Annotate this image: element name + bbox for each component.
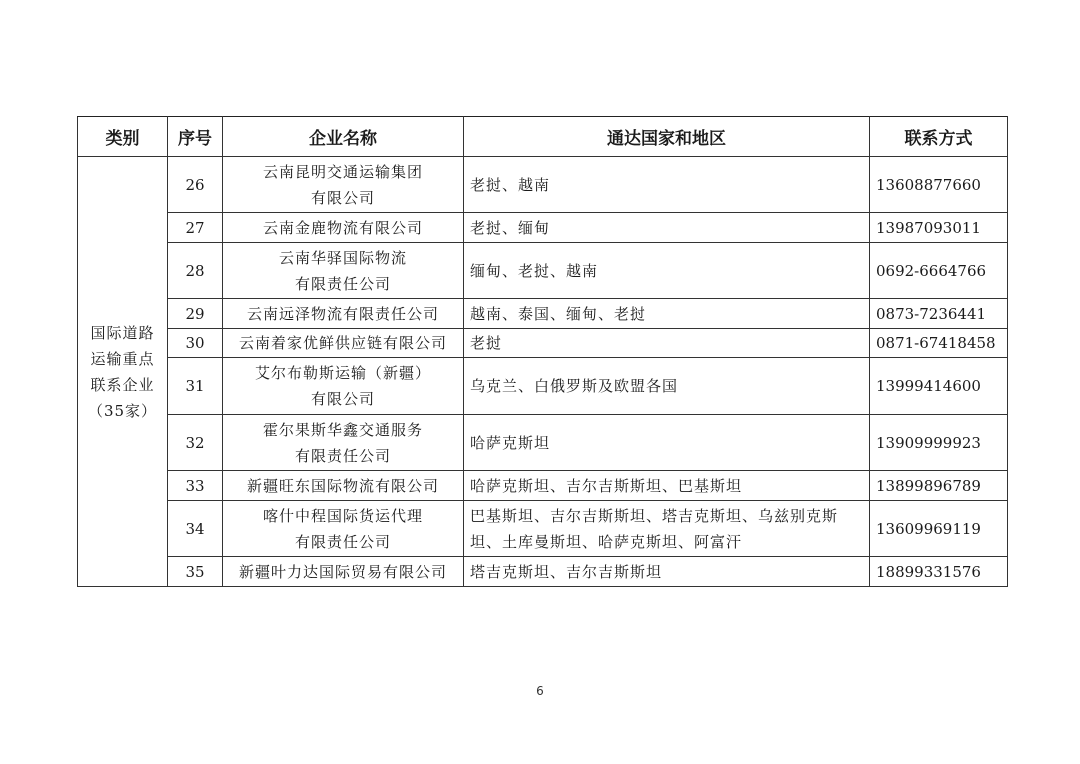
- category-cell: [78, 157, 168, 587]
- phone-cell: 13909999923: [870, 415, 1008, 471]
- company-name-line: 艾尔布勒斯运输（新疆）: [254, 364, 431, 382]
- row-number: 30: [168, 329, 223, 358]
- company-name: [223, 243, 464, 299]
- phone-cell: 13999414600: [870, 358, 1008, 415]
- header-category: 类别: [78, 117, 168, 157]
- phone-cell: 13608877660: [870, 157, 1008, 213]
- table-row: [78, 358, 1008, 415]
- phone-cell: 18899331576: [870, 557, 1008, 587]
- company-name: [223, 358, 464, 415]
- table-row: [78, 415, 1008, 471]
- company-name-line: 喀什中程国际货运代理: [262, 506, 423, 525]
- company-name: [223, 501, 464, 557]
- regions-cell: 乌克兰、白俄罗斯及欧盟各国: [464, 358, 870, 415]
- company-name-line: 新疆叶力达国际贸易有限公司: [238, 562, 447, 581]
- phone-cell: 13987093011: [870, 213, 1008, 243]
- table-row: [78, 243, 1008, 299]
- header-regions: 通达国家和地区: [464, 117, 870, 157]
- header-contact: 联系方式: [870, 117, 1008, 157]
- company-name-line: 霍尔果斯华鑫交通服务: [262, 420, 423, 439]
- company-name-line: 有限公司: [310, 188, 375, 207]
- company-name: [223, 557, 464, 587]
- table-header-row: [78, 117, 1008, 157]
- enterprise-table: [77, 116, 1008, 587]
- row-number: 31: [168, 358, 223, 415]
- table-row: [78, 471, 1008, 501]
- regions-cell: 哈萨克斯坦、吉尔吉斯斯坦、巴基斯坦: [464, 471, 870, 501]
- regions-cell: 巴基斯坦、吉尔吉斯斯坦、塔吉克斯坦、乌兹别克斯坦、土库曼斯坦、哈萨克斯坦、阿富汗: [464, 501, 870, 557]
- regions-cell: 老挝、缅甸: [464, 213, 870, 243]
- regions-cell: 老挝: [464, 329, 870, 358]
- company-name-line: 云南华驿国际物流: [278, 248, 407, 267]
- company-name-line: 有限责任公司: [294, 446, 391, 465]
- row-number: 32: [168, 415, 223, 471]
- row-number: 33: [168, 471, 223, 501]
- row-number: 35: [168, 557, 223, 587]
- table-row: [78, 557, 1008, 587]
- company-name-line: 云南金鹿物流有限公司: [262, 218, 423, 237]
- company-name: [223, 157, 464, 213]
- row-number: 28: [168, 243, 223, 299]
- company-name: [223, 471, 464, 501]
- regions-cell: 越南、泰国、缅甸、老挝: [464, 299, 870, 329]
- company-name: [223, 415, 464, 471]
- row-number: 29: [168, 299, 223, 329]
- company-name-line: 有限责任公司: [294, 274, 391, 293]
- header-company: 企业名称: [223, 117, 464, 157]
- table-row: [78, 501, 1008, 557]
- company-name-line: 有限责任公司: [294, 532, 391, 551]
- row-number: 26: [168, 157, 223, 213]
- category-line: （35家）: [87, 401, 158, 420]
- category-line: 国际道路: [90, 323, 155, 342]
- table-row: [78, 329, 1008, 358]
- phone-cell: 0692-6664766: [870, 243, 1008, 299]
- row-number: 27: [168, 213, 223, 243]
- page-number: 6: [536, 684, 544, 698]
- header-number: 序号: [168, 117, 223, 157]
- phone-cell: 0873-7236441: [870, 299, 1008, 329]
- company-name: [223, 329, 464, 358]
- phone-cell: 0871-67418458: [870, 329, 1008, 358]
- phone-cell: 13899896789: [870, 471, 1008, 501]
- table-row: [78, 157, 1008, 213]
- company-name: [223, 213, 464, 243]
- company-name-line: 云南远泽物流有限责任公司: [246, 304, 439, 323]
- company-name-line: 新疆旺东国际物流有限公司: [246, 476, 439, 495]
- regions-cell: 塔吉克斯坦、吉尔吉斯斯坦: [464, 557, 870, 587]
- company-name-line: 有限公司: [310, 390, 375, 408]
- company-name-line: 云南着家优鲜供应链有限公司: [238, 334, 447, 352]
- company-name-line: 云南昆明交通运输集团: [262, 162, 423, 181]
- table-row: [78, 213, 1008, 243]
- table-row: [78, 299, 1008, 329]
- regions-cell: 哈萨克斯坦: [464, 415, 870, 471]
- category-line: 运输重点: [90, 349, 155, 368]
- regions-cell: 缅甸、老挝、越南: [464, 243, 870, 299]
- phone-cell: 13609969119: [870, 501, 1008, 557]
- category-line: 联系企业: [90, 375, 155, 394]
- row-number: 34: [168, 501, 223, 557]
- regions-cell: 老挝、越南: [464, 157, 870, 213]
- company-name: [223, 299, 464, 329]
